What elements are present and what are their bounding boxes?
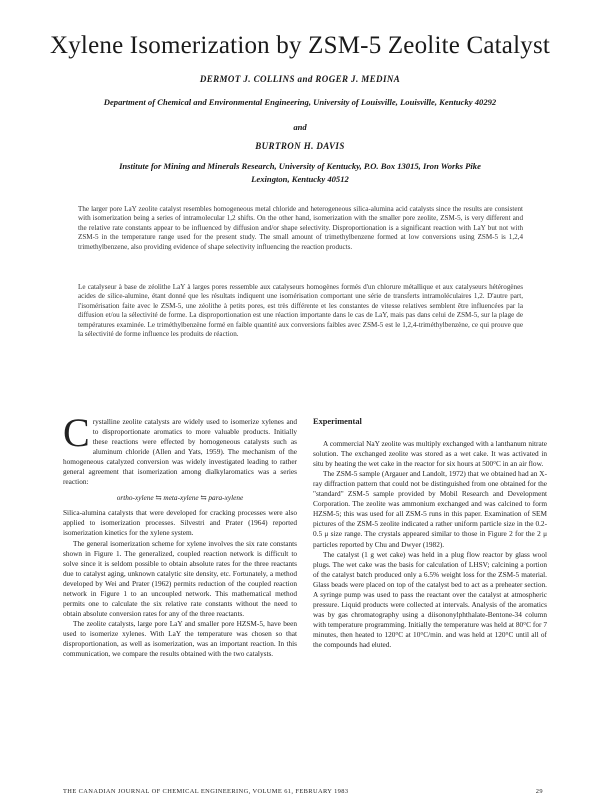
page-number: 29 xyxy=(535,788,543,795)
intro-text: rystalline zeolite catalysts are widely used to isomerize xylenes and to disproportionate aromatics to more valuable products. Initially these reactions were effected by homogeneous catalysts such as aluminum chloride (Allen and Yats, 1959). The mechanism of the homogeneous catalyzed conversion was widely investigated leading to rather general agreement that isomerization among dialkylaromatics was a series reaction: xyxy=(63,417,297,487)
paper-title: Xylene Isomerization by ZSM-5 Zeolite Catalyst xyxy=(49,32,551,59)
left-column xyxy=(63,410,297,659)
nay-zeolite-paragraph: A commercial NaY zeolite was multiply exchanged with a lanthanum nitrate solution. The exchanged zeolite was stored as a wet cake. It was activated in situ by heating the wet cake in the reactor for six hours at 500°C in an air flow. xyxy=(313,439,547,469)
section-heading-experimental: Experimental xyxy=(313,417,362,426)
isomerization-scheme-paragraph: The general isomerization scheme for xylene involves the six rate constants shown in Figure 1. The generalized, coupled reaction network is difficult to solve since it is seldom possible to obtain absolute rates for the three reactants due to catalyst aging, unknown catalytic site density, etc. Fortunately, a method developed by Wei and Prater (1962) permits reduction of the coupled reaction network in Figure 1 to an uncoupled network. This mathematical method permits one to calculate the six relative rate constants without the need to obtain absolute conversion rates for any of the three reactants. xyxy=(63,538,297,618)
silica-alumina-paragraph: Silica-alumina catalysts that were developed for cracking processes were also applied to isomerization processes. Silvestri and Prater (1964) reported isomerization kinetics for the xylene system. xyxy=(63,508,297,538)
zeolite-catalysts-paragraph: The zeolite catalysts, large pore LaY and smaller pore HZSM-5, have been used to isomerize xylenes. With LaY the temperature was chosen so that disproportionation, as well as isomerization, was an important reaction. In this communication, we compare the results obtained with the two catalysts. xyxy=(63,618,297,659)
affiliation-kentucky xyxy=(40,160,560,186)
and-separator: and xyxy=(293,122,307,132)
authors-primary: DERMOT J. COLLINS and ROGER J. MEDINA xyxy=(199,74,401,84)
affiliation-kentucky-line1: Institute for Mining and Minerals Research, University of Kentucky, P.O. Box 13015, Iron Works Pike xyxy=(119,161,481,171)
catalyst-reactor-paragraph: The catalyst (1 g wet cake) was held in a plug flow reactor by glass wool plugs. The wet cake was the basis for calculation of LHSV; calcining a portion of the catalyst batch produced only a 6.5% weight loss for the ZSM-5 material. Glass beads were placed on top of the catalyst bed to act as a preheater section. A syringe pump was used to pass the reactant over the catalyst at atmospheric pressure. Liquid products were collected at intervals. Analysis of the aromatics was by gas chromatography using a diisononylphthalate-Bentone-34 column with temperature programming. Initially the temperature was held at 80°C for 7 minutes, then heated to 120°C at 10°C/min. and was held at 120°C until all of the compounds had eluted. xyxy=(313,549,547,649)
isomerization-equation: ortho-xylene ⇆ meta-xylene ⇆ para-xylene xyxy=(116,493,244,503)
zsm5-sample-paragraph: The ZSM-5 sample (Argauer and Landolt, 1972) that we obtained had an X-ray diffraction pattern that could not be distinguished from one obtained for the "standard" ZSM-5 sample provided by Mobil Research and Development Corporation. The zeolite was ammonium exchanged and was calcined to form HZSM-5; this was used for all ZSM-5 runs in this paper. Examination of SEM pictures of the ZSM-5 zeolite indicated a rather uniform particle size in the 0.2-0.5 μ size range. The crystals appeared similar to those in Figure 2 for the 2 μ particles reported by Chu and Dwyer (1982). xyxy=(313,469,547,549)
abstract-english: The larger pore LaY zeolite catalyst resembles homogeneous metal chloride and heterogeneous silica-alumina acid catalysts since the results are consistent with isomerization being a series of intramolecular 1,2 shifts. On the other hand, isomerization with the smaller pore zeolite, ZSM-5, is very different and the relative rate constants appear to be influenced by diffusion and/or shape selectivity. Disproportionation is a significant reaction with LaY but not with ZSM-5 in the temperature range used for the present study. The small amount of trimethylbenzene formed at low conversions using ZSM-5 is 1,2,4 trimethylbenzene, also providing evidence of shape selectivity influencing the reaction products. xyxy=(78,205,523,251)
intro-paragraph xyxy=(63,410,297,487)
journal-citation: THE CANADIAN JOURNAL OF CHEMICAL ENGINEERING, VOLUME 61, FEBRUARY 1983 xyxy=(63,788,349,795)
abstract-french: Le catalyseur à base de zéolithe LaY à larges pores ressemble aux catalyseurs homogènes formés d'un chlorure métallique et aux catalyseurs hétérogènes acides de silice-alumine, étant donné que les résultats indiquent une isomérisation comportant une série de transferts intramoléculaires 1,2. D'autre part, l'isomérisation faite avec le ZSM-5, une zéolithe à petits pores, est très différente et les constantes de vitesse relatives semblent être influencées par la diffusion et/ou la sélectivité de forme. La disproportionation est une réaction importante dans le cas de LaY, mais pas dans celui de ZSM-5, sur la plage de températures examinée. Le triméthylbenzène formé en faible quantité aux conversions faibles avec ZSM-5 est le 1,2,4-triméthylbenzène, ce qui prouve que la sélectivité de forme influence les produits de réaction. xyxy=(78,283,523,339)
page-footer xyxy=(63,788,543,795)
authors-secondary: BURTRON H. DAVIS xyxy=(255,141,345,151)
right-column xyxy=(313,417,547,650)
drop-cap: C xyxy=(63,410,90,455)
affiliation-louisville: Department of Chemical and Environmental Engineering, University of Louisville, Louisville, Kentucky 40292 xyxy=(103,97,497,107)
affiliation-kentucky-line2: Lexington, Kentucky 40512 xyxy=(251,174,349,184)
